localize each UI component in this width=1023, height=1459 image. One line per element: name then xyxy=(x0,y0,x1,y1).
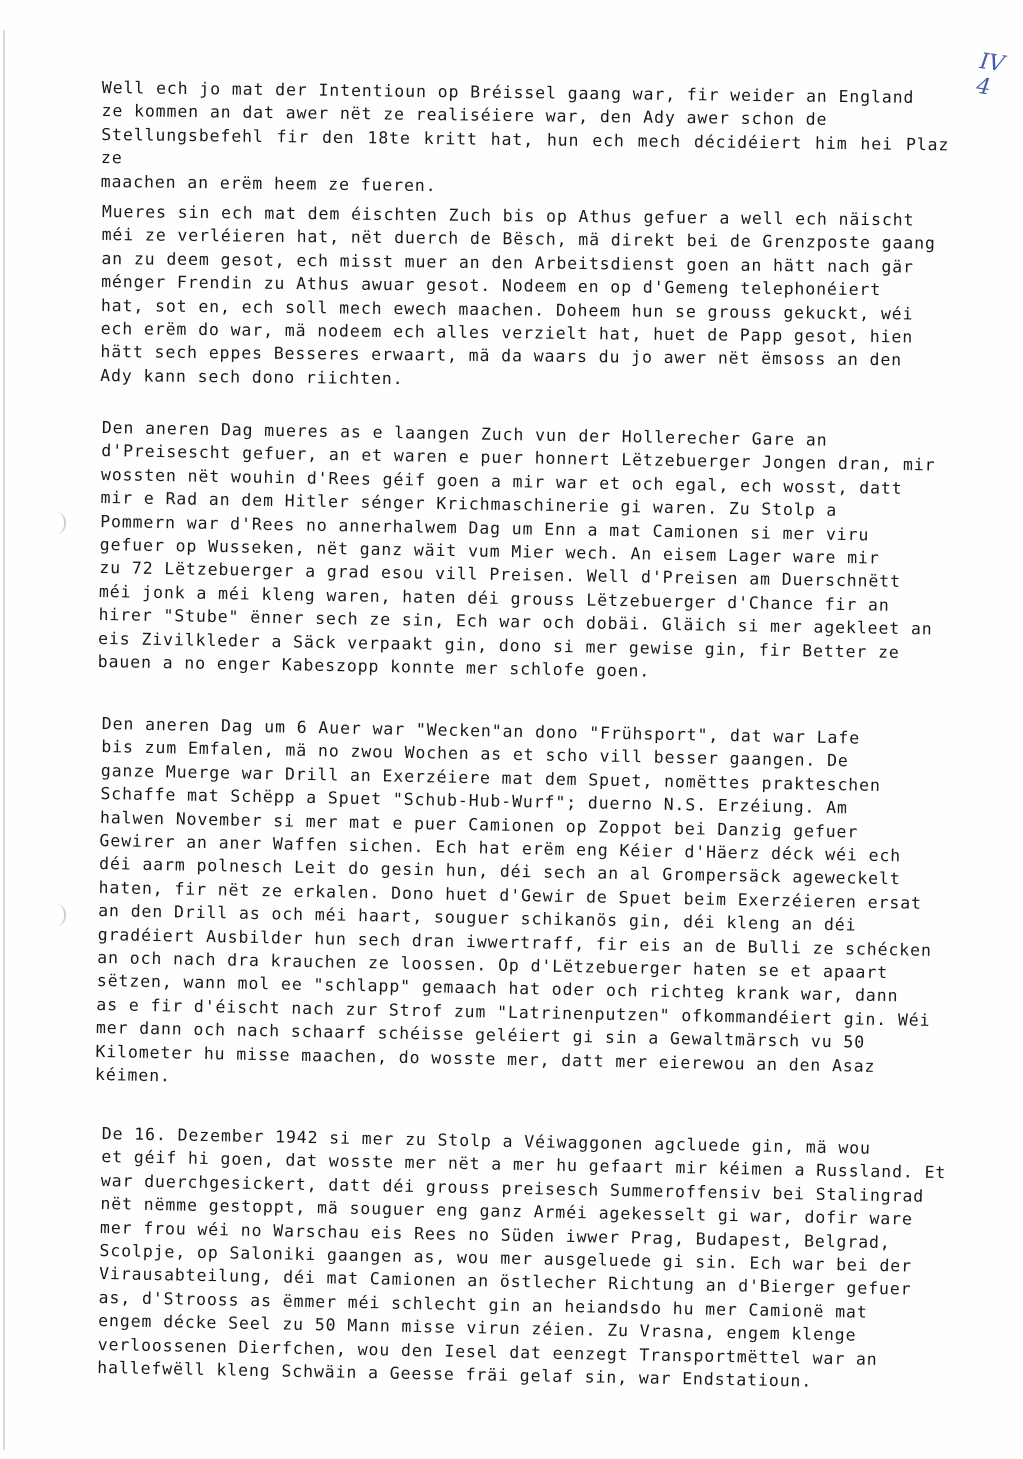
paragraph-1: Well ech jo mat der Intentioun op Bréissel gaang war, fir weider an England ze kommen an dat awer nët ze realiséiere war, den Ady awer schon de Stellungsbefehl fir den 18te kritt hat, hun ech mech décidéiert him hei Plaz ze maachen an erëm heem ze fueren. xyxy=(100,77,950,195)
paragraph-5: De 16. Dezember 1942 si mer zu Stolp a Véiwaggonen agcluede gin, mä wou et géif hi goen, dat wosste mer nët a mer hu gefaart mir kéimen a Russland. Et war duerchgesickert, datt déi grouss preisesch Summeroffensiv bei Stalingrad nët nëmme gestoppt, mä souguer eng ganz Arméi agekesselt gi war, dofir ware mer frou wéi no Warschau eis Rees no Süden iwwer Prag, Budapest, Belgrad, Scolpje, op Saloniki gaangen as, wou mer ausgeluede gi sin. Ech war bei der Virausabteilung, déi mat Camionen an östlecher Richtung an d'Bierger gefuer as, d'Strooss as ëmmer méi schlecht gin an heiandsdo hu mer Camionë mat engem décke Seel zu 50 Mann misse virun zéien. Zu Vrasna, engem klenge verloossenen Dierfchen, wou den Iesel dat eenzegt Transportmëttel war an hallefwëll kleng Schwäin a Geesse fräi gelaf sin, war Endstatioun. xyxy=(97,1123,947,1391)
handwritten-page-mark: IV 4 xyxy=(974,49,1007,101)
punch-hole-mark xyxy=(54,904,66,926)
paragraph-2: Mueres sin ech mat dem éischten Zuch bis op Athus gefuer a well ech näischt méi ze verléieren hat, nët duerch de Bësch, mä direkt bei de Grenzposte gaang an zu deem gesot, ech misst muer an den Arbeitsdienst goen an hätt nach gär ménger Frendin zu Athus awuar gesot. Nodeem en op d'Gemeng telephonéiert hat, sot en, ech soll mech ewech maachen. Doheem hun se grouss gekuckt, wéi ech erëm do war, mä nodeem ech alles verzielt hat, huet de Papp gesot, hien hätt sech eppes Besseres erwaart, mä da waars du jo awer nët ëmsoss an den Ady kann sech dono riichten. xyxy=(100,201,936,389)
page-edge-shadow xyxy=(3,30,5,1450)
paragraph-3: Den aneren Dag mueres as e laangen Zuch vun der Hollerecher Gare an d'Preisescht gefuer, an et waren e puer honnert Lëtzebuerger Jongen dran, mir wossten nët wouhin d'Rees géif goen a mir war et och egal, ech wosst, datt mir e Rad an dem Hitler sénger Krichmaschinerie gi waren. Zu Stolp a Pommern war d'Rees no annerhalwem Dag um Enn a mat Camionen si mer viru gefuer op Wusseken, nët ganz wäit vum Mier wech. An eisem Lager ware mir zu 72 Lëtzebuerger a grad esou vill Preisen. Well d'Preisen am Duerschnëtt méi jonk a méi kleng waren, haten déi grouss Lëtzebuerger d'Chance fir an hirer "Stube" ënner sech ze sin, Ech war och dobäi. Gläich si mer agekleet an eis Zivilkleder a Säck verpaakt gin, dono si mer gewise gin, fir Better ze bauen a no enger Kabeszopp konnte mer schlofe goen. xyxy=(97,417,936,681)
paragraph-4: Den aneren Dag um 6 Auer war "Wecken"an dono "Frühsport", dat war Lafe bis zum Emfalen, mä no zwou Wochen as et scho vill besser gaangen. De ganze Muerge war Drill an Exerzéiere mat dem Spuet, nomëttes prakteschen Schaffe mat Schëpp a Spuet "Schub-Hub-Wurf"; duerno N.S. Erzéiung. Am halwen November si mer mat e puer Camionen op Zoppot bei Danzig gefuer Gewirer an aner Waffen sichen. Ech hat erëm eng Kéier d'Häerz déck wéi ech déi aarm polnesch Leit do gesin hun, déi sech an al Grompersäck ageweckelt haten, fir nët ze erkalen. Dono huet d'Gewir de Spuet beim Exerzéieren ersat an den Drill as och méi haart, souguer schikanös gin, déi kleng an déi gradéiert Ausbilder hun sech dran iwwertraff, fir eis an de Bulli ze schécken an och nach dra krauchen ze loossen. Op d'Lëtzebuerger haten se et apaart sëtzen, wann mol ee "schlapp" gemaach hat oder och richteg krank war, dann as e fir d'éischt nach zur Strof zum "Latrinenputzen" ofkommandéiert gin. Wéi mer dann och nach schaarf schéisse geléiert gi sin a Gewaltmärsch vu 50 Kilometer hu misse maachen, do wosste mer, datt mer eierewou an den Asaz kéimen. xyxy=(94,713,932,1086)
punch-hole-mark xyxy=(54,512,66,534)
